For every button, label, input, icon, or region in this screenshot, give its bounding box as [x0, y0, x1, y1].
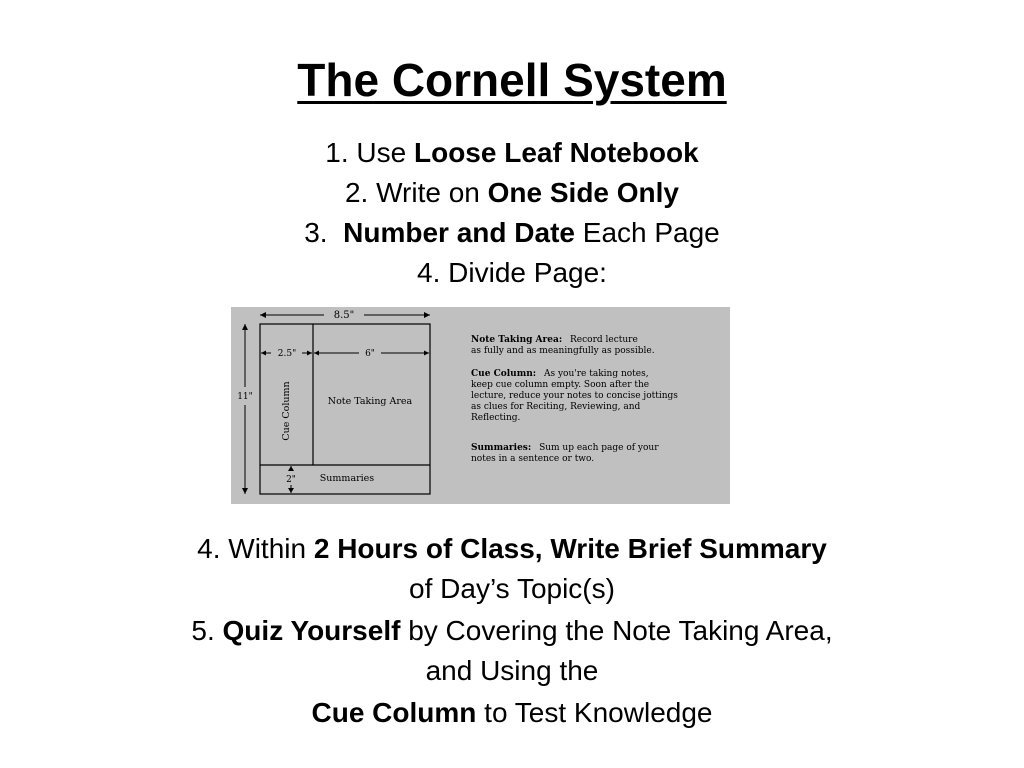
cue-width-arrow-left-icon [261, 351, 266, 356]
note-width-label: 6" [365, 349, 375, 359]
summary-description-title: Summaries: [471, 443, 532, 453]
height-arrow-down-icon [242, 488, 248, 494]
step-5-continued: of Day’s Topic(s) [409, 573, 615, 604]
width-arrow-left-icon [260, 312, 266, 318]
step-6-final [0, 693, 1024, 733]
height-arrow-up-icon [242, 324, 248, 330]
step-1 [0, 133, 1024, 173]
step-3-suffix: Each Page [574, 217, 720, 248]
cue-width-label: 2.5" [277, 349, 297, 359]
step-5-prefix: 4. Within [197, 533, 314, 564]
step-6-prefix: 5. [191, 615, 223, 646]
width-label: 8.5" [333, 310, 355, 321]
cue-description-text-2: keep cue column empty. Soon after the [471, 380, 650, 390]
step-5-emphasis: 2 Hours of Class, Write Brief Summary [313, 533, 827, 564]
summary-description-text-2: notes in a sentence or two. [471, 454, 595, 464]
note-description [471, 335, 655, 356]
step-2-prefix: 2. Write on [344, 177, 488, 208]
step-3-emphasis: Number and Date [343, 217, 575, 248]
step-6-final-suffix: to Test Knowledge [476, 697, 713, 728]
step-2 [0, 173, 1024, 213]
summary-height-label: 2" [286, 475, 296, 485]
summary-description-text-1: Sum up each page of your [539, 443, 659, 453]
cue-description [471, 369, 681, 423]
cue-description-text-1: As you're taking notes, [543, 369, 649, 379]
step-1-prefix: 1. Use [325, 137, 414, 168]
summaries-label: Summaries [319, 473, 375, 484]
step-2-emphasis: One Side Only [487, 177, 680, 208]
cue-description-title: Cue Column: [471, 369, 537, 379]
step-3-prefix: 3. [304, 217, 344, 248]
summary-arrow-up-icon [288, 466, 294, 471]
slide-title: The Cornell System [297, 54, 727, 106]
cornell-page-diagram [231, 307, 730, 504]
cue-description-text-4: as clues for Reciting, Reviewing, and [471, 402, 641, 412]
note-width-arrow-left-icon [314, 351, 319, 356]
step-5 [0, 529, 1024, 569]
note-description-text-2: as fully and as meaningfully as possible. [471, 346, 655, 356]
summary-arrow-down-icon [288, 488, 294, 493]
summary-description [471, 443, 661, 464]
note-description-text-1: Record lecture [570, 335, 638, 345]
step-6-final-emphasis: Cue Column [311, 697, 477, 728]
step-1-emphasis: Loose Leaf Notebook [414, 137, 699, 168]
step-3 [0, 213, 1024, 253]
width-arrow-right-icon [424, 312, 430, 318]
step-4: 4. Divide Page: [417, 257, 607, 288]
step-6-suffix: by Covering the Note Taking Area, [400, 615, 833, 646]
cue-description-text-5: Reflecting. [471, 413, 521, 423]
cue-description-text-3: lecture, reduce your notes to concise jottings [471, 391, 678, 401]
step-6-continued: and Using the [425, 655, 599, 686]
height-label: 11" [237, 392, 253, 402]
note-width-arrow-right-icon [424, 351, 429, 356]
cue-column-label: Cue Column [281, 381, 292, 441]
diagram-svg [231, 307, 730, 504]
step-6 [0, 611, 1024, 651]
cue-width-arrow-right-icon [307, 351, 312, 356]
note-description-title: Note Taking Area: [471, 335, 563, 345]
note-area-label: Note Taking Area [327, 396, 413, 407]
step-6-emphasis: Quiz Yourself [222, 615, 401, 646]
